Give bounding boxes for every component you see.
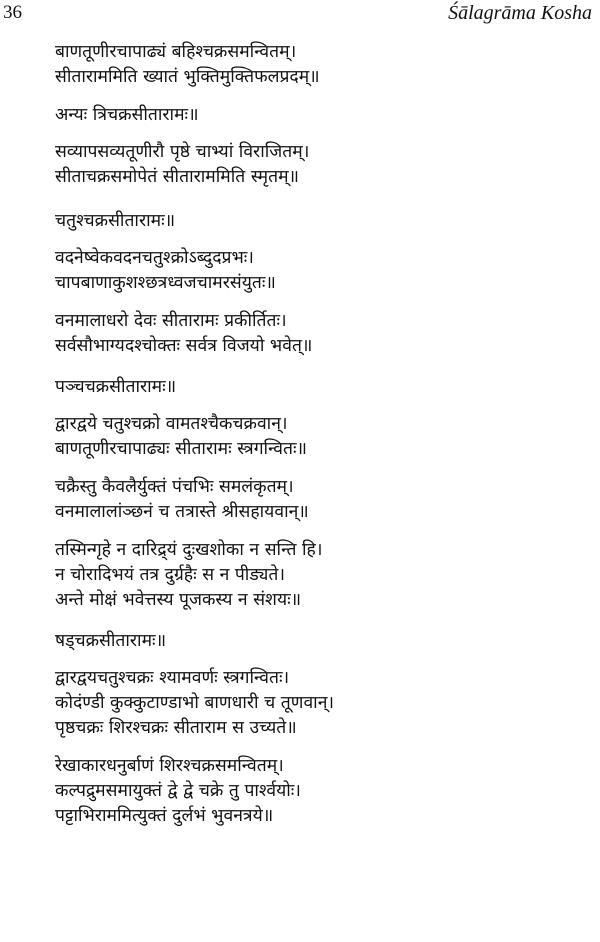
verse-line: सीताचक्रसमोपेतं सीताराममिति स्मृतम्॥ bbox=[55, 167, 300, 187]
section-heading: अन्यः त्रिचक्रसीतारामः॥ bbox=[55, 105, 199, 125]
verse-line: सीताराममिति ख्यातं भुक्तिमुक्तिफलप्रदम्॥ bbox=[55, 67, 320, 87]
verse-line: वदनेष्वेकवदनचतुश्क्रोऽब्दुदप्रभः। bbox=[55, 248, 254, 268]
verse-line: चक्रैस्तु कैवलैर्युक्तं पंचभिः समलंकृतम्। bbox=[55, 477, 294, 497]
section-heading: पञ्चचक्रसीतारामः॥ bbox=[55, 377, 177, 397]
stanza-gap bbox=[55, 296, 575, 309]
verse-line: कल्पद्रुमसमायुक्तं द्वे द्वे चक्रे तु पार्श्वयोः। bbox=[55, 781, 301, 801]
verse-line: चापबाणाकुशश्छत्रध्वजचामरसंयुतः॥ bbox=[55, 273, 276, 293]
verse-line: बाणतूणीरचापाढ्यः सीतारामः स्त्रगन्वितः॥ bbox=[55, 439, 308, 459]
verse-line: न चोरादिभयं तत्र दुर्ग्रहैः स न पीड्यते। bbox=[55, 565, 285, 585]
running-title: Śālagrāma Kosha bbox=[448, 2, 592, 24]
verse-line: वनमालालांञ्छनं च तत्रास्ते श्रीसहायवान्॥ bbox=[55, 502, 309, 522]
stanza-gap bbox=[55, 741, 575, 754]
verse-line: सर्वसौभाग्यदश्चोक्तः सर्वत्र विजयो भवेत्॥ bbox=[55, 336, 313, 356]
verse-line: रेखाकारधनुर्बाणं शिरश्चक्रसमन्वितम्। bbox=[55, 756, 284, 776]
section-heading: षड्चक्रसीतारामः॥ bbox=[55, 631, 167, 651]
verse-line: सव्यापसव्यतूणीरौ पृष्ठे चाभ्यां विराजितम्। bbox=[55, 142, 310, 162]
verse-line: तस्मिन्गृहे न दारिद्र्यं दुःखशोका न सन्ति हि। bbox=[55, 540, 323, 560]
verse-line: द्वारद्वये चतुश्चक्रो वामतश्चैकचक्रवान्। bbox=[55, 414, 288, 434]
verse-line: कोदंण्डी कुक्कुटाण्डाभो बाणधारी च तूणवान्। bbox=[55, 693, 335, 713]
stanza-gap bbox=[55, 462, 575, 475]
verse-line: द्वारद्वयचतुश्चक्रः श्यामवर्णः स्त्रगन्वितः। bbox=[55, 668, 290, 688]
verse-line: वनमालाधरो देवः सीतारामः प्रकीर्तितः। bbox=[55, 311, 287, 331]
text-body bbox=[55, 40, 575, 829]
page-header bbox=[0, 0, 600, 28]
stanza-gap bbox=[55, 525, 575, 538]
section-heading: चतुश्चक्रसीतारामः॥ bbox=[55, 211, 176, 231]
verse-line: बाणतूणीरचापाढ्यं बहिश्चक्रसमन्वितम्। bbox=[55, 42, 297, 62]
verse-line: पृष्ठचक्रः शिरश्चक्रः सीताराम स उच्यते॥ bbox=[55, 718, 297, 738]
verse-line: पट्टाभिराममित्युक्तं दुर्लभं भुवनत्रये॥ bbox=[55, 806, 274, 826]
page-number: 36 bbox=[3, 2, 22, 23]
verse-line: अन्ते मोक्षं भवेत्तस्य पूजकस्य न संशयः॥ bbox=[55, 590, 302, 610]
